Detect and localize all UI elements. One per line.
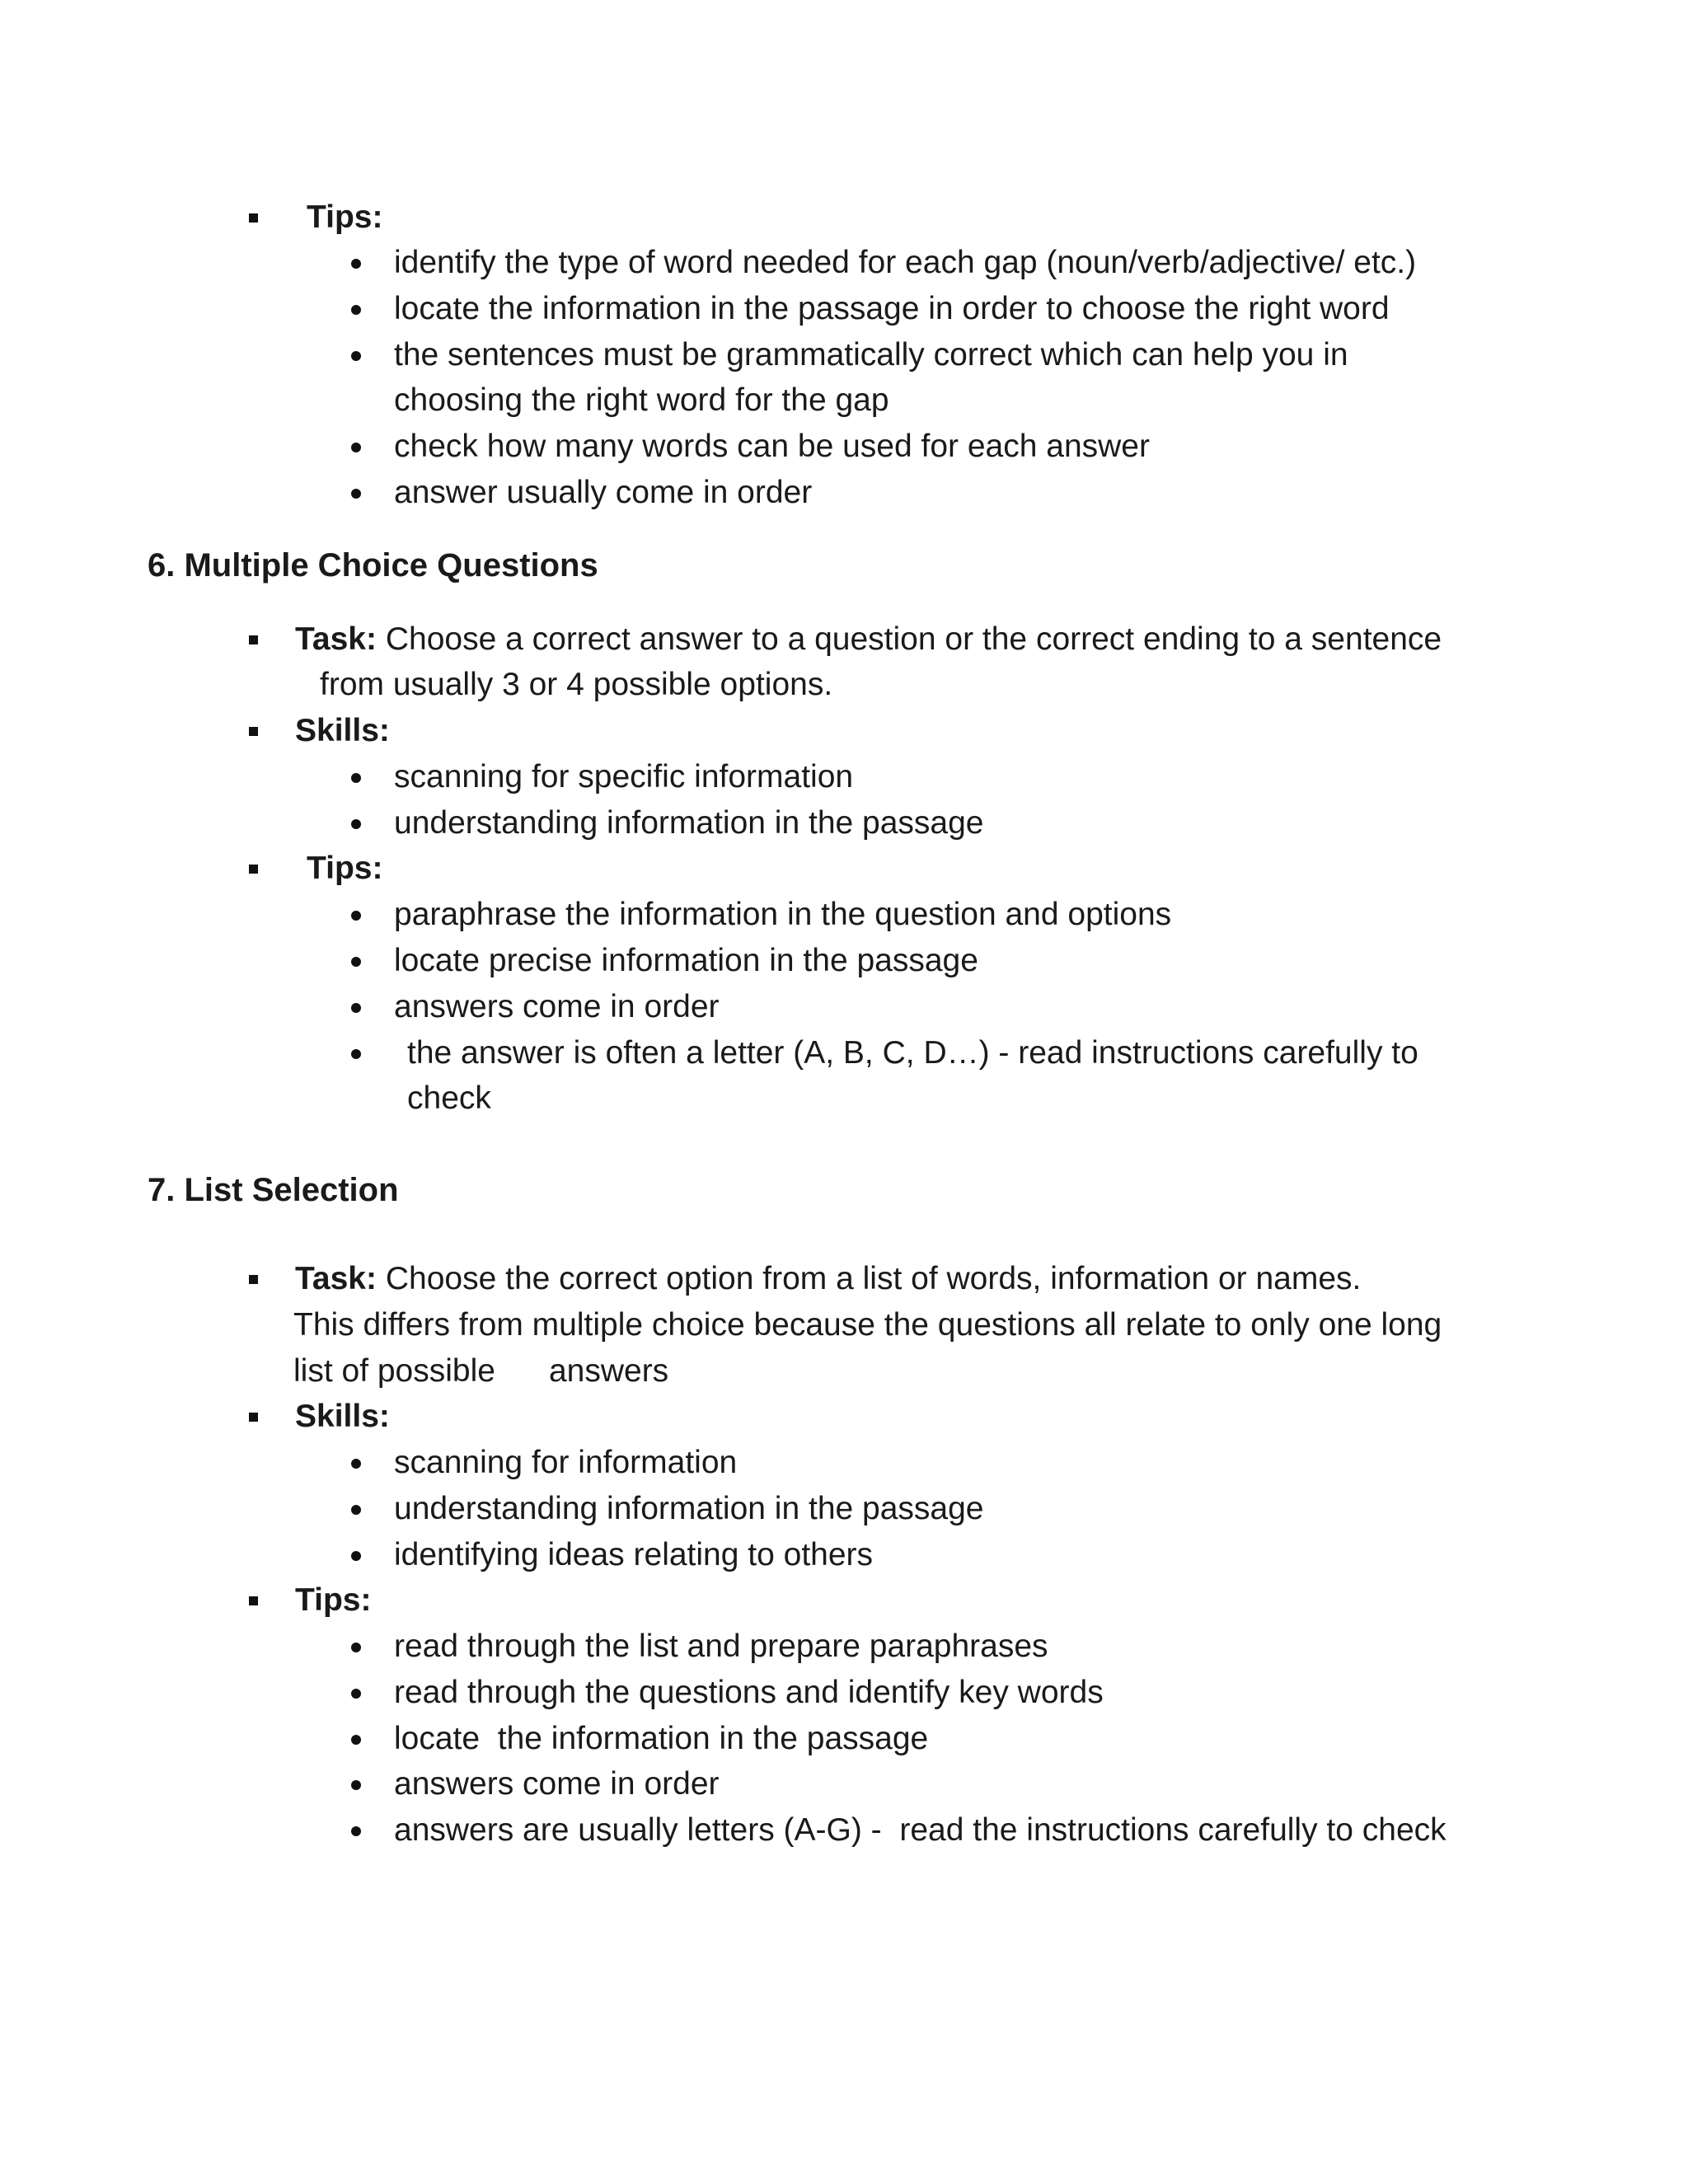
square-bullet-icon xyxy=(249,1413,258,1422)
tips-label: Tips: xyxy=(295,1582,372,1618)
tips-label: Tips: xyxy=(307,851,383,886)
section-heading: 7. List Selection xyxy=(148,1172,399,1208)
list-item: check how many words can be used for each answer xyxy=(394,429,1150,464)
bullet-icon xyxy=(351,1003,361,1013)
list-item: identifying ideas relating to others xyxy=(394,1537,874,1572)
task-line xyxy=(295,621,1442,658)
list-item-continuation: check xyxy=(407,1080,491,1116)
bullet-icon xyxy=(351,773,361,783)
square-bullet-icon xyxy=(249,635,258,644)
list-item: read through the questions and identify key words xyxy=(394,1675,1104,1710)
bullet-icon xyxy=(351,1689,361,1699)
bullet-icon xyxy=(351,1826,361,1836)
task-label: Task: xyxy=(295,1261,377,1296)
list-item: read through the list and prepare paraphrases xyxy=(394,1629,1048,1664)
square-bullet-icon xyxy=(249,213,258,223)
task-line-continuation: This differs from multiple choice because the questions all relate to only one long xyxy=(293,1307,1442,1343)
list-item: identify the type of word needed for each gap (noun/verb/adjective/ etc.) xyxy=(394,245,1417,280)
list-item: the sentences must be grammatically correct which can help you in xyxy=(394,337,1348,373)
task-line-continuation: from usually 3 or 4 possible options. xyxy=(320,667,833,702)
list-item: the answer is often a letter (A, B, C, D…) - read instructions carefully to xyxy=(407,1035,1418,1071)
task-label: Task: xyxy=(295,621,377,657)
square-bullet-icon xyxy=(249,1275,258,1284)
bullet-icon xyxy=(351,1643,361,1652)
bullet-icon xyxy=(351,1780,361,1790)
list-item: understanding information in the passage xyxy=(394,1491,984,1526)
square-bullet-icon xyxy=(249,727,258,736)
bullet-icon xyxy=(351,1551,361,1561)
list-item: paraphrase the information in the question and options xyxy=(394,897,1172,932)
skills-label: Skills: xyxy=(295,713,390,748)
list-item: answers are usually letters (A-G) - read the instructions carefully to check xyxy=(394,1812,1447,1848)
list-item: locate the information in the passage xyxy=(394,1721,929,1756)
task-text: Choose the correct option from a list of words, information or names. xyxy=(385,1261,1362,1296)
list-item: scanning for information xyxy=(394,1445,738,1480)
bullet-icon xyxy=(351,1459,361,1469)
task-line xyxy=(295,1260,1361,1298)
bullet-icon xyxy=(351,351,361,361)
tips-label: Tips: xyxy=(307,199,383,235)
list-item: understanding information in the passage xyxy=(394,805,984,841)
task-text: Choose a correct answer to a question or the correct ending to a sentence xyxy=(385,621,1442,657)
list-item: locate the information in the passage in order to choose the right word xyxy=(394,291,1390,326)
bullet-icon xyxy=(351,819,361,829)
list-item: scanning for specific information xyxy=(394,759,854,794)
list-item: answers come in order xyxy=(394,1766,720,1802)
bullet-icon xyxy=(351,957,361,967)
section-heading: 6. Multiple Choice Questions xyxy=(148,547,598,583)
bullet-icon xyxy=(351,1049,361,1059)
list-item: answer usually come in order xyxy=(394,475,813,510)
bullet-icon xyxy=(351,443,361,452)
list-item: locate precise information in the passage xyxy=(394,943,978,978)
bullet-icon xyxy=(351,489,361,499)
square-bullet-icon xyxy=(249,865,258,874)
square-bullet-icon xyxy=(249,1596,258,1605)
bullet-icon xyxy=(351,305,361,315)
list-item: answers come in order xyxy=(394,989,720,1024)
bullet-icon xyxy=(351,259,361,269)
bullet-icon xyxy=(351,1505,361,1515)
bullet-icon xyxy=(351,1735,361,1745)
list-item-continuation: choosing the right word for the gap xyxy=(394,382,889,418)
task-line-continuation: list of possible answers xyxy=(293,1353,669,1389)
skills-label: Skills: xyxy=(295,1399,390,1434)
bullet-icon xyxy=(351,911,361,921)
